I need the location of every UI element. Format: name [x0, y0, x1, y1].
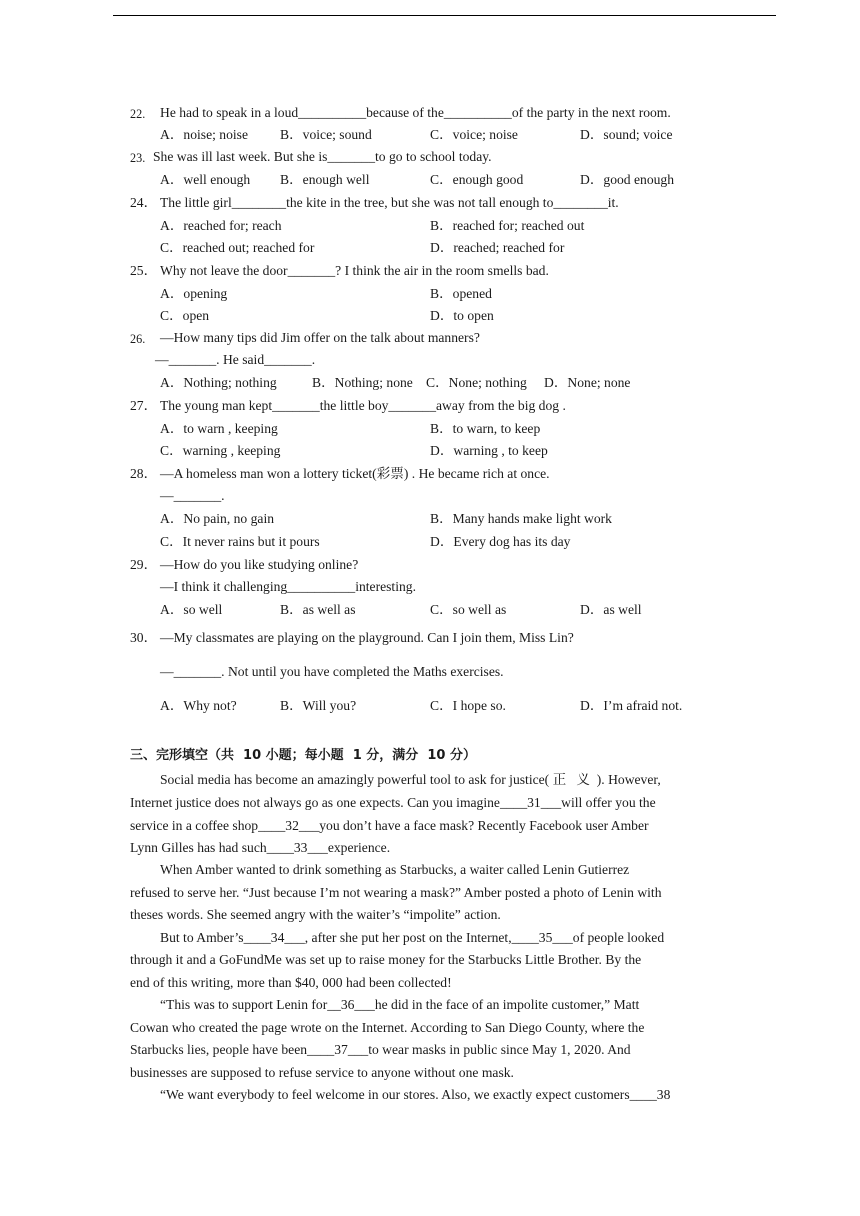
- option-d: D．I’m afraid not.: [580, 698, 683, 713]
- option-c: C．reached out; reached for: [160, 240, 315, 255]
- question-stem: —My classmates are playing on the playground. Can I join them, Miss Lin?: [160, 630, 574, 645]
- question-stem: Why not leave the door_______? I think the air in the room smells bad.: [160, 263, 549, 278]
- header-rule: [113, 15, 776, 16]
- option-a: A．to warn , keeping: [160, 421, 278, 436]
- question-stem: She was ill last week. But she is_______to go to school today.: [153, 149, 492, 164]
- passage-line: Social media has become an amazingly powerful tool to ask for justice( 正 义 ). However,: [160, 772, 661, 787]
- passage-line: Lynn Gilles has had such____33___experience.: [130, 840, 391, 855]
- option-b: B．Will you?: [280, 698, 357, 713]
- question-number: 22.: [130, 107, 146, 121]
- option-a: A．well enough: [160, 172, 251, 187]
- option-b: B．opened: [430, 286, 492, 301]
- option-a: A．Nothing; nothing: [160, 375, 277, 390]
- option-c: C．open: [160, 308, 210, 323]
- option-d: D．sound; voice: [580, 127, 673, 142]
- option-d: D．as well: [580, 602, 642, 617]
- question-stem: The young man kept_______the little boy_______away from the big dog .: [160, 398, 566, 413]
- option-c: C．warning , keeping: [160, 443, 281, 458]
- passage-line: Cowan who created the page wrote on the Internet. According to San Diego County, where the: [130, 1020, 645, 1035]
- question-stem: He had to speak in a loud__________because of the__________of the party in the next room.: [160, 105, 671, 120]
- passage-line: through it and a GoFundMe was set up to raise money for the Starbucks Little Brother. By the: [130, 952, 642, 967]
- option-d: D．reached; reached for: [430, 240, 565, 255]
- passage-line: theses words. She seemed angry with the waiter’s “impolite” action.: [130, 907, 501, 922]
- option-b: B．as well as: [280, 602, 356, 617]
- option-a: A．noise; noise: [160, 127, 248, 142]
- question-stem: —A homeless man won a lottery ticket(彩票) . He became rich at once.: [160, 466, 550, 481]
- option-d: D．to open: [430, 308, 494, 323]
- option-b: B．Many hands make light work: [430, 511, 612, 526]
- question-stem: The little girl________the kite in the tree, but she was not tall enough to________it.: [160, 195, 619, 210]
- option-b: B．to warn, to keep: [430, 421, 541, 436]
- question-stem-line2: —_______.: [160, 488, 225, 503]
- option-b: B．voice; sound: [280, 127, 372, 142]
- question-number: 28．: [130, 466, 158, 481]
- option-d: D．Every dog has its day: [430, 534, 571, 549]
- question-number: 27．: [130, 398, 158, 413]
- question-stem: —How many tips did Jim offer on the talk about manners?: [160, 330, 480, 345]
- option-d: D．warning , to keep: [430, 443, 548, 458]
- passage-line: Internet justice does not always go as one expects. Can you imagine____31___will offer you the: [130, 795, 656, 810]
- option-c: C．voice; noise: [430, 127, 518, 142]
- question-stem-line2: —_______. Not until you have completed the Maths exercises.: [160, 664, 504, 679]
- option-b: B．Nothing; none: [312, 375, 413, 390]
- section-title: 三、完形填空（共 10 小题；每小题 1 分，满分 10 分）: [130, 748, 476, 763]
- option-a: A．reached for; reach: [160, 218, 282, 233]
- option-c: C．I hope so.: [430, 698, 506, 713]
- passage-line: service in a coffee shop____32___you don’t have a face mask? Recently Facebook user Amber: [130, 818, 649, 833]
- option-a: A．No pain, no gain: [160, 511, 275, 526]
- question-stem-line2: —I think it challenging__________interesting.: [160, 579, 416, 594]
- passage-line: end of this writing, more than $40, 000 had been collected!: [130, 975, 452, 990]
- question-number: 26.: [130, 332, 146, 346]
- question-stem: —How do you like studying online?: [160, 557, 359, 572]
- question-number: 25．: [130, 263, 158, 278]
- passage-line: refused to serve her. “Just because I’m not wearing a mask?” Amber posted a photo of Lenin with: [130, 885, 662, 900]
- question-number: 29．: [130, 557, 158, 572]
- option-c: C．enough good: [430, 172, 524, 187]
- passage-line: “We want everybody to feel welcome in our stores. Also, we exactly expect customers____38: [160, 1087, 671, 1102]
- question-stem-line2: —_______. He said_______.: [155, 352, 316, 367]
- question-number: 24．: [130, 195, 158, 210]
- option-b: B．reached for; reached out: [430, 218, 585, 233]
- question-number: 23.: [130, 151, 146, 165]
- passage-line: But to Amber’s____34___, after she put her post on the Internet,____35___of people looked: [160, 930, 665, 945]
- option-a: A．opening: [160, 286, 228, 301]
- option-a: A．Why not?: [160, 698, 237, 713]
- passage-line: businesses are supposed to refuse service to anyone without one mask.: [130, 1065, 514, 1080]
- option-a: A．so well: [160, 602, 223, 617]
- option-d: D．None; none: [544, 375, 631, 390]
- passage-line: Starbucks lies, people have been____37___to wear masks in public since May 1, 2020. And: [130, 1042, 631, 1057]
- passage-line: “This was to support Lenin for__36___he did in the face of an impolite customer,” Matt: [160, 997, 640, 1012]
- passage-line: When Amber wanted to drink something as Starbucks, a waiter called Lenin Gutierrez: [160, 862, 630, 877]
- option-c: C．so well as: [430, 602, 507, 617]
- question-number: 30．: [130, 630, 158, 645]
- option-c: C．It never rains but it pours: [160, 534, 320, 549]
- option-d: D．good enough: [580, 172, 675, 187]
- option-c: C．None; nothing: [426, 375, 527, 390]
- option-b: B．enough well: [280, 172, 370, 187]
